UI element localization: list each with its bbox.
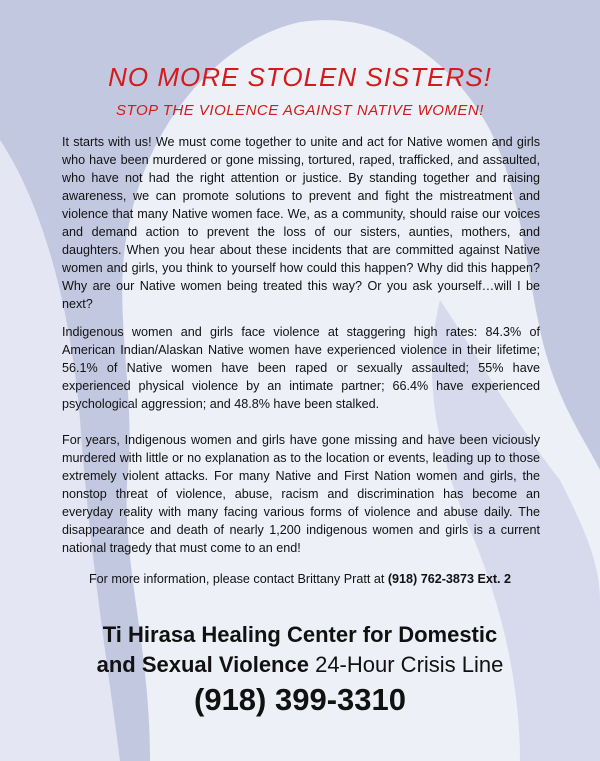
crisis-line-label: 24-Hour Crisis Line bbox=[308, 652, 504, 677]
paragraph-statistics: Indigenous women and girls face violence at staggering high rates: 84.3% of American Indian/Alaskan Native women have experienced violence in their lifetime; 56.1% of Native women have been raped or sexually assaulted; 55% have experienced physical violence by an intimate partner; 66.4% have experienced psychological aggression; and 48.8% have been stalked. bbox=[62, 325, 540, 411]
paragraph-call-to-action: It starts with us! We must come together to unite and act for Native women and girls who have been murdered or gone missing, tortured, raped, trafficked, and assaulted, who have not had the right attention or justice. By standing together and raising awareness, we can promote solutions to prevent and fight the mistreatment and violence that many Native women face. We, as a community, should raise our voices and demand action to prevent the loss of our sisters, aunties, mothers, and daughters. When you hear about these incidents that are committed against Native women and girls, you think to yourself how could this happen? Why did this happen? Why are our Native women being treated this way? Or you ask yourself…will I be next? bbox=[62, 135, 540, 311]
contact-phone: (918) 762-3873 Ext. 2 bbox=[387, 572, 512, 586]
contact-prefix: For more information, please contact Brittany Pratt at bbox=[88, 572, 388, 586]
org-line-2 bbox=[0, 650, 600, 680]
paragraph-history: For years, Indigenous women and girls have gone missing and have been viciously murdered with little or no explanation as to the location or events, leading up to those extremely violent attacks. For many Native and First Nation women and girls, the nonstop threat of violence, abuse, racism and discrimination has become an everyday reality with many facing various forms of violence and abuse daily. The disappearance and death of nearly 1,200 indigenous women and girls is a current national tragedy that must come to an end! bbox=[62, 433, 540, 555]
org-line-2-bold: and Sexual Violence bbox=[96, 652, 309, 677]
organization-name bbox=[0, 620, 600, 680]
page-title: NO MORE STOLEN SISTERS! bbox=[108, 62, 492, 92]
crisis-phone-number: (918) 399-3310 bbox=[194, 682, 406, 717]
page-subtitle: STOP THE VIOLENCE AGAINST NATIVE WOMEN! bbox=[116, 102, 484, 119]
contact-info bbox=[0, 572, 600, 586]
org-line-1: Ti Hirasa Healing Center for Domestic bbox=[102, 622, 498, 647]
